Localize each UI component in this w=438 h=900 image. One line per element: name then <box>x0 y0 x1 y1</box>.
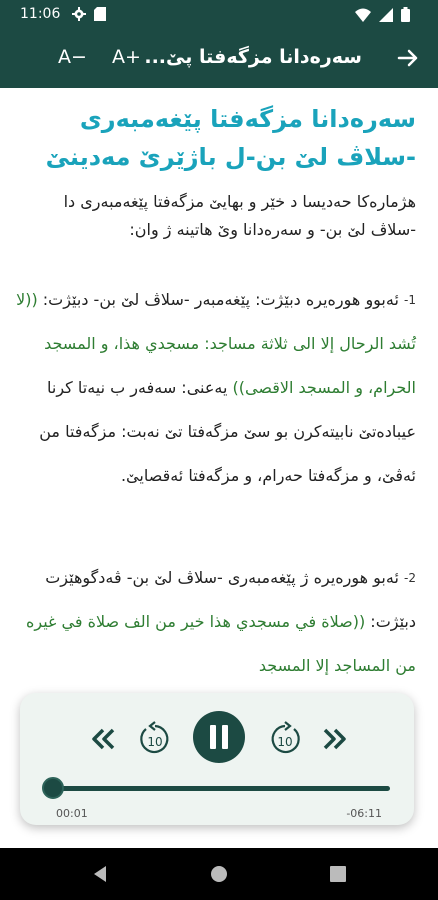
replay-10-label: 10 <box>147 735 163 749</box>
forward-10-label: 10 <box>277 735 293 749</box>
audio-player <box>20 693 414 825</box>
battery-icon <box>401 7 410 22</box>
font-increase-button[interactable]: A+ <box>112 46 141 68</box>
recents-square-icon[interactable] <box>330 866 346 882</box>
hadith-quote: ((صلاة في مسجدي هذا خير من الف صلاة في غيره من المساجد إلا المسجد <box>26 612 416 675</box>
hadith-item-1 <box>16 278 416 498</box>
status-time: 11:06 <box>20 6 61 22</box>
home-circle-icon[interactable] <box>210 865 228 883</box>
progress-thumb[interactable] <box>42 777 64 799</box>
status-bar <box>0 0 438 30</box>
article-heading: سەرەدانا مزگەفتا پێغەمبەری -سلاڤ لێ بن-ل باژێرێ مەدینێ <box>45 105 416 171</box>
item-number: 2- <box>404 571 416 585</box>
pause-icon <box>193 711 245 763</box>
arrow-right-icon[interactable] <box>396 46 420 70</box>
time-elapsed: 00:01 <box>56 807 88 820</box>
time-remaining: -06:11 <box>346 807 382 820</box>
app-bar <box>0 30 438 88</box>
page-title: سەرەدانا مزگەفتا پێ... <box>144 46 362 68</box>
sim-card-icon <box>94 7 106 21</box>
double-chevron-right-icon[interactable] <box>322 726 348 752</box>
pause-button[interactable] <box>193 711 245 763</box>
item-text: ئەبوو هورەیرە دبێژت: پێغەمبەر -سلاڤ لێ بن- دبێژت: <box>37 290 399 309</box>
item-explanation: یەعنی: سەفەر ب نیەتا کرنا عیبادەتێ نابیتەکرن بو سێ مزگەفتا تێ نەبت: مزگەفتا من ئەڤێ، و مزگەفتا حەرام، و مزگەفتا ئەقصایێ. <box>39 378 416 485</box>
hadith-quote: ((لا تُشد الرحال إلا الى ثلاثة مساجد: مسجدي هذا، و المسجد الحرام، و المسجد الاقصى)) <box>16 290 416 397</box>
progress-track[interactable] <box>50 786 390 791</box>
font-decrease-button[interactable]: A− <box>58 46 87 68</box>
item-text: ئەبو هورەیرە ژ پێغەمبەری -سلاڤ لێ بن- ڤەدگوهێزت دبێژت: <box>45 568 416 631</box>
wifi-icon <box>355 8 371 22</box>
signal-icon <box>379 8 393 22</box>
item-number: 1- <box>404 293 416 307</box>
back-triangle-icon[interactable] <box>92 865 108 883</box>
replay-10-icon[interactable] <box>138 721 172 757</box>
system-nav-bar <box>0 848 438 900</box>
double-chevron-left-icon[interactable] <box>90 726 116 752</box>
gear-icon <box>72 7 86 21</box>
article-intro: هژمارەکا حەدیسا د خێر و بهایێ مزگەفتا پێغەمبەری دا -سلاڤ لێ بن- و سەرەدانا وێ هاتینە ژ وان: <box>63 192 416 239</box>
forward-10-icon[interactable] <box>268 721 302 757</box>
hadith-item-2 <box>16 556 416 688</box>
